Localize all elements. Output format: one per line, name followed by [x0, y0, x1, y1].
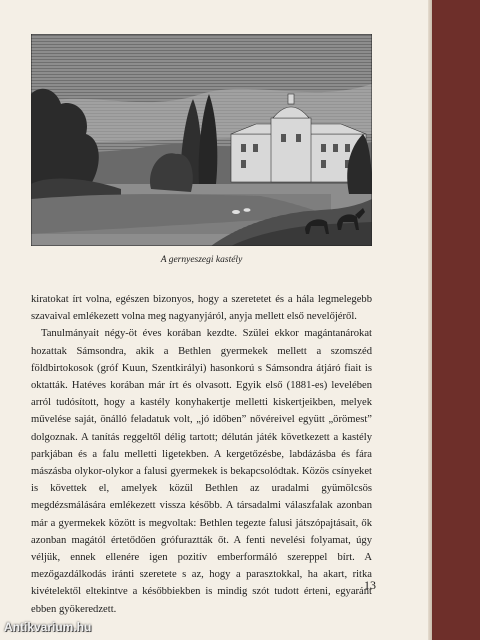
body-text: [31, 291, 372, 618]
watermark-logo: Antikvarium.hu: [4, 620, 92, 634]
paragraph: kiratokat írt volna, egészen bizonyos, hogy a szeretetet és a hála legmelegebb szavaival emlékezett volna meg nagyanyjáról, anyja mellett első nevelőjéről.: [31, 294, 372, 323]
paragraph: Tanulmányait négy-öt éves korában kezdte. Szülei ekkor magántanárokat hozattak Sámsondra, akik a Bethlen gyermekek mellett a szomszéd földbirtokosok (gróf Kuun, Szentkirályi) hasonkorú s Sámsondra átjáró fiait is oktatták. Hatéves korában már írt és olvasott. Egyik első (1881-es) levelében arról tudósított, hogy a kastély konyhakertje melletti kiskertjeikben, melyek művelése saját, önálló feladatuk volt, „jó időben” nővéreivel együtt „örömest” dolgoznak. A tanítás reggeltől délig tartott; délután játék következett a kastély parkjában és a falu melletti ligetekben. A kergetőzésbe, labdázásba és fára mászásba olykor-olykor a falusi gyermekek is bekapcsolódtak. Közös csínyeket is követtek el, amelyek közül Bethlen az uradalmi gyümölcsös megdézsmálására emlékezett vissza később. A társadalmi válaszfalak azonban már a gyermekek között is megvoltak: Bethlen tegezte falusi játszópajtásait, ők azonban magától értetődően grófuraztták őt. A fenti nevelési folyamat, úgy véljük, ennek ellenére igen pozitív emberformáló szereppel bírt. A mezőgazdálkodás iránti szeretete s az, hogy a parasztokkal, ha akart, ritka kivételektől eltekintve a későbbiekben is mindig szót tudott érteni, egyaránt ebben gyökeredzett.: [31, 328, 372, 615]
image-caption: A gernyeszegi kastély: [160, 255, 243, 265]
page-number: 13: [364, 578, 376, 592]
page-edge: [428, 0, 432, 640]
castle-engraving-illustration: [31, 34, 372, 246]
